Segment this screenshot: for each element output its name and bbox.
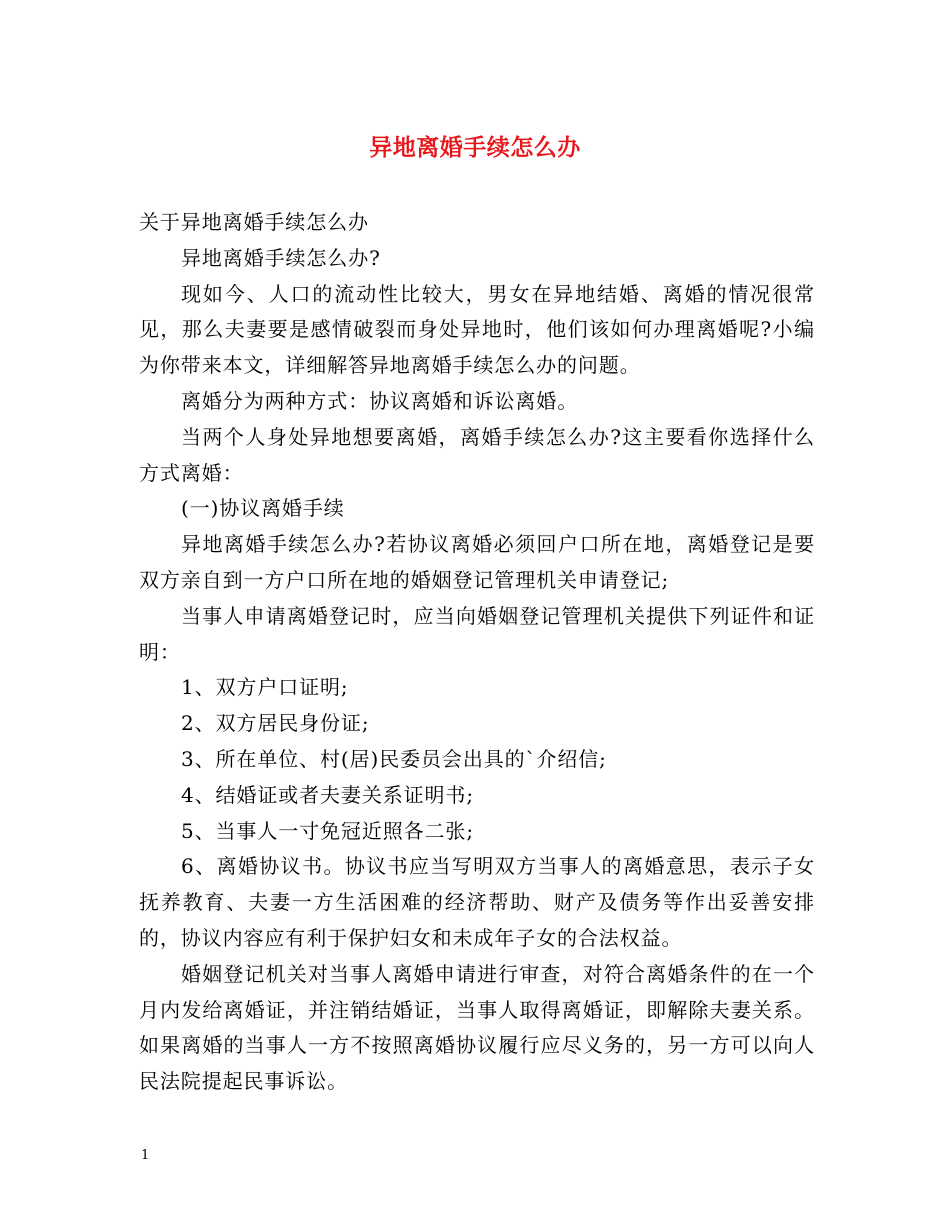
list-item: 2、双方居民身份证; (181, 711, 370, 736)
paragraph: 现如今、人口的流动性比较大，男女在异地结婚、离婚的情况很常见，那么夫妻要是感情破裂而身处异地时，他们该如何办理离婚呢?小编为你带来本文，详细解答异地离婚手续怎么办的问题。 (139, 281, 815, 378)
section-heading: (一)协议离婚手续 (181, 496, 345, 521)
paragraph: 异地离婚手续怎么办?若协议离婚必须回户口所在地，离婚登记是要双方亲自到一方户口所在地的婚姻登记管理机关申请登记; (139, 532, 815, 592)
paragraph: 当事人申请离婚登记时，应当向婚姻登记管理机关提供下列证件和证明： (139, 603, 815, 664)
list-item: 5、当事人一寸免冠近照各二张; (181, 818, 474, 843)
paragraph: 离婚分为两种方式：协议离婚和诉讼离婚。 (181, 388, 579, 413)
paragraph: 异地离婚手续怎么办? (181, 245, 381, 270)
list-item: 4、结婚证或者夫妻关系证明书; (181, 782, 474, 807)
document-title: 异地离婚手续怎么办 (369, 134, 581, 161)
list-item: 1、双方户口证明; (181, 675, 349, 700)
paragraph: 当两个人身处异地想要离婚，离婚手续怎么办?这主要看你选择什么方式离婚： (139, 424, 815, 485)
paragraph: 关于异地离婚手续怎么办 (139, 210, 369, 234)
list-item: 6、离婚协议书。协议书应当写明双方当事人的离婚意思，表示子女抚养教育、夫妻一方生活困难的经济帮助、财产及债务等作出妥善安排的，协议内容应有利于保护妇女和未成年子女的合法权益。 (139, 854, 815, 950)
page-number: 1 (141, 1148, 150, 1163)
paragraph: 婚姻登记机关对当事人离婚申请进行审查，对符合离婚条件的在一个月内发给离婚证，并注销结婚证，当事人取得离婚证，即解除夫妻关系。如果离婚的当事人一方不按照离婚协议履行应尽义务的，另一方可以向人民法院提起民事诉讼。 (139, 961, 815, 1094)
list-item: 3、所在单位、村(居)民委员会出具的`介绍信; (181, 746, 607, 771)
document-body (139, 205, 815, 1100)
